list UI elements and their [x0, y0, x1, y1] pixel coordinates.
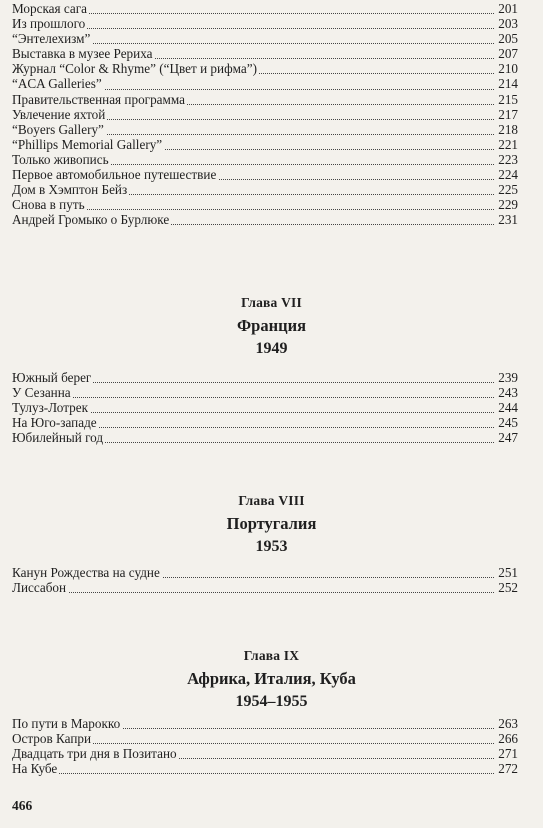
entry-page: 225 [495, 182, 518, 197]
toc-entry [12, 137, 518, 152]
leader-dots [12, 397, 518, 398]
chapter-heading [0, 648, 543, 711]
toc-entry [12, 197, 518, 212]
entry-title: Дом в Хэмптон Бейз [12, 182, 128, 198]
entry-title: “ACA Galleries” [12, 76, 102, 92]
chapter-years: 1954–1955 [235, 693, 308, 710]
toc-entry [12, 167, 518, 182]
toc-entry [12, 76, 518, 91]
entry-title: Первое автомобильное путешествие [12, 167, 217, 183]
toc-list-chapter-9 [12, 716, 518, 776]
entry-page: 224 [495, 167, 518, 182]
entry-page: 272 [495, 761, 518, 776]
entry-title: Правительственная программа [12, 91, 185, 107]
entry-title: На Юго-западе [12, 415, 97, 431]
toc-entry [12, 16, 518, 31]
entry-title: Юбилейный год [12, 430, 104, 446]
entry-page: 239 [495, 370, 518, 385]
entry-title: Остров Капри [12, 731, 92, 747]
toc-entry [12, 385, 518, 400]
entry-page: 231 [495, 212, 518, 227]
chapter-label: Глава IX [243, 648, 300, 663]
toc-entry [12, 212, 518, 227]
entry-page: 207 [495, 46, 518, 61]
entry-title: Журнал “Color & Rhyme” (“Цвет и рифма”) [12, 61, 257, 77]
entry-page: 247 [495, 430, 518, 445]
toc-entry [12, 1, 518, 16]
entry-title: На Кубе [12, 761, 58, 777]
toc-entry [12, 716, 518, 731]
entry-title: По пути в Марокко [12, 716, 121, 731]
entry-page: 215 [495, 92, 518, 107]
toc-entry [12, 370, 518, 385]
toc-entry [12, 152, 518, 167]
toc-entry [12, 182, 518, 197]
toc-entry [12, 31, 518, 46]
entry-title: Снова в путь [12, 197, 85, 213]
chapter-heading [0, 295, 543, 358]
entry-title: Только живопись [12, 151, 109, 167]
toc-entry [12, 400, 518, 415]
entry-title: Тулуз-Лотрек [12, 400, 89, 416]
entry-title: Двадцать три дня в Позитано [12, 746, 177, 762]
toc-entry [12, 107, 518, 122]
chapter-title: Африка, Италия, Куба [187, 669, 356, 688]
entry-title: “Boyers Gallery” [12, 121, 104, 137]
toc-entry [12, 61, 518, 76]
entry-title: Увлечение яхтой [12, 106, 106, 122]
chapter-years: 1949 [255, 340, 288, 357]
entry-title: Выставка в музее Рериха [12, 46, 153, 62]
entry-page: 223 [495, 152, 518, 167]
leader-dots [12, 209, 518, 210]
toc-entry [12, 46, 518, 61]
entry-page: 217 [495, 107, 518, 122]
entry-page: 266 [495, 731, 518, 746]
entry-page: 203 [495, 16, 518, 31]
entry-title: Из прошлого [12, 16, 86, 32]
chapter-label: Глава VIII [238, 493, 305, 508]
toc-list-continued [12, 1, 518, 227]
entry-title: “Phillips Memorial Gallery” [12, 136, 163, 152]
leader-dots [12, 773, 518, 774]
toc-entry [12, 430, 518, 445]
entry-page: 205 [495, 31, 518, 46]
entry-page: 271 [495, 746, 518, 761]
entry-title: Андрей Громыко о Бурлюке [12, 212, 170, 228]
leader-dots [12, 28, 518, 29]
entry-page: 251 [495, 565, 518, 580]
entry-page: 263 [495, 716, 518, 731]
entry-page: 243 [495, 385, 518, 400]
entry-page: 214 [495, 76, 518, 91]
entry-title: Южный берег [12, 370, 92, 385]
entry-page: 221 [495, 137, 518, 152]
toc-list-chapter-8 [12, 565, 518, 595]
chapter-label: Глава VII [241, 295, 302, 310]
chapter-title: Франция [236, 316, 307, 335]
toc-entry [12, 122, 518, 137]
toc-entry [12, 580, 518, 595]
toc-entry [12, 761, 518, 776]
entry-page: 218 [495, 122, 518, 137]
entry-page: 201 [495, 1, 518, 16]
entry-title: “Энтелехизм” [12, 31, 91, 47]
leader-dots [12, 592, 518, 593]
toc-entry [12, 415, 518, 430]
toc-entry [12, 731, 518, 746]
entry-page: 244 [495, 400, 518, 415]
chapter-years: 1953 [255, 538, 288, 555]
toc-entry [12, 565, 518, 580]
toc-list-chapter-7 [12, 370, 518, 445]
entry-page: 229 [495, 197, 518, 212]
chapter-title: Португалия [226, 514, 317, 533]
entry-title: Лиссабон [12, 580, 67, 596]
toc-entry [12, 746, 518, 761]
chapter-heading [0, 493, 543, 556]
entry-title: У Сезанна [12, 385, 71, 401]
entry-page: 252 [495, 580, 518, 595]
entry-page: 210 [495, 61, 518, 76]
page-number: 466 [12, 798, 33, 813]
entry-title: Морская сага [12, 1, 87, 16]
toc-entry [12, 92, 518, 107]
entry-page: 245 [495, 415, 518, 430]
entry-title: Канун Рождества на судне [12, 565, 160, 580]
